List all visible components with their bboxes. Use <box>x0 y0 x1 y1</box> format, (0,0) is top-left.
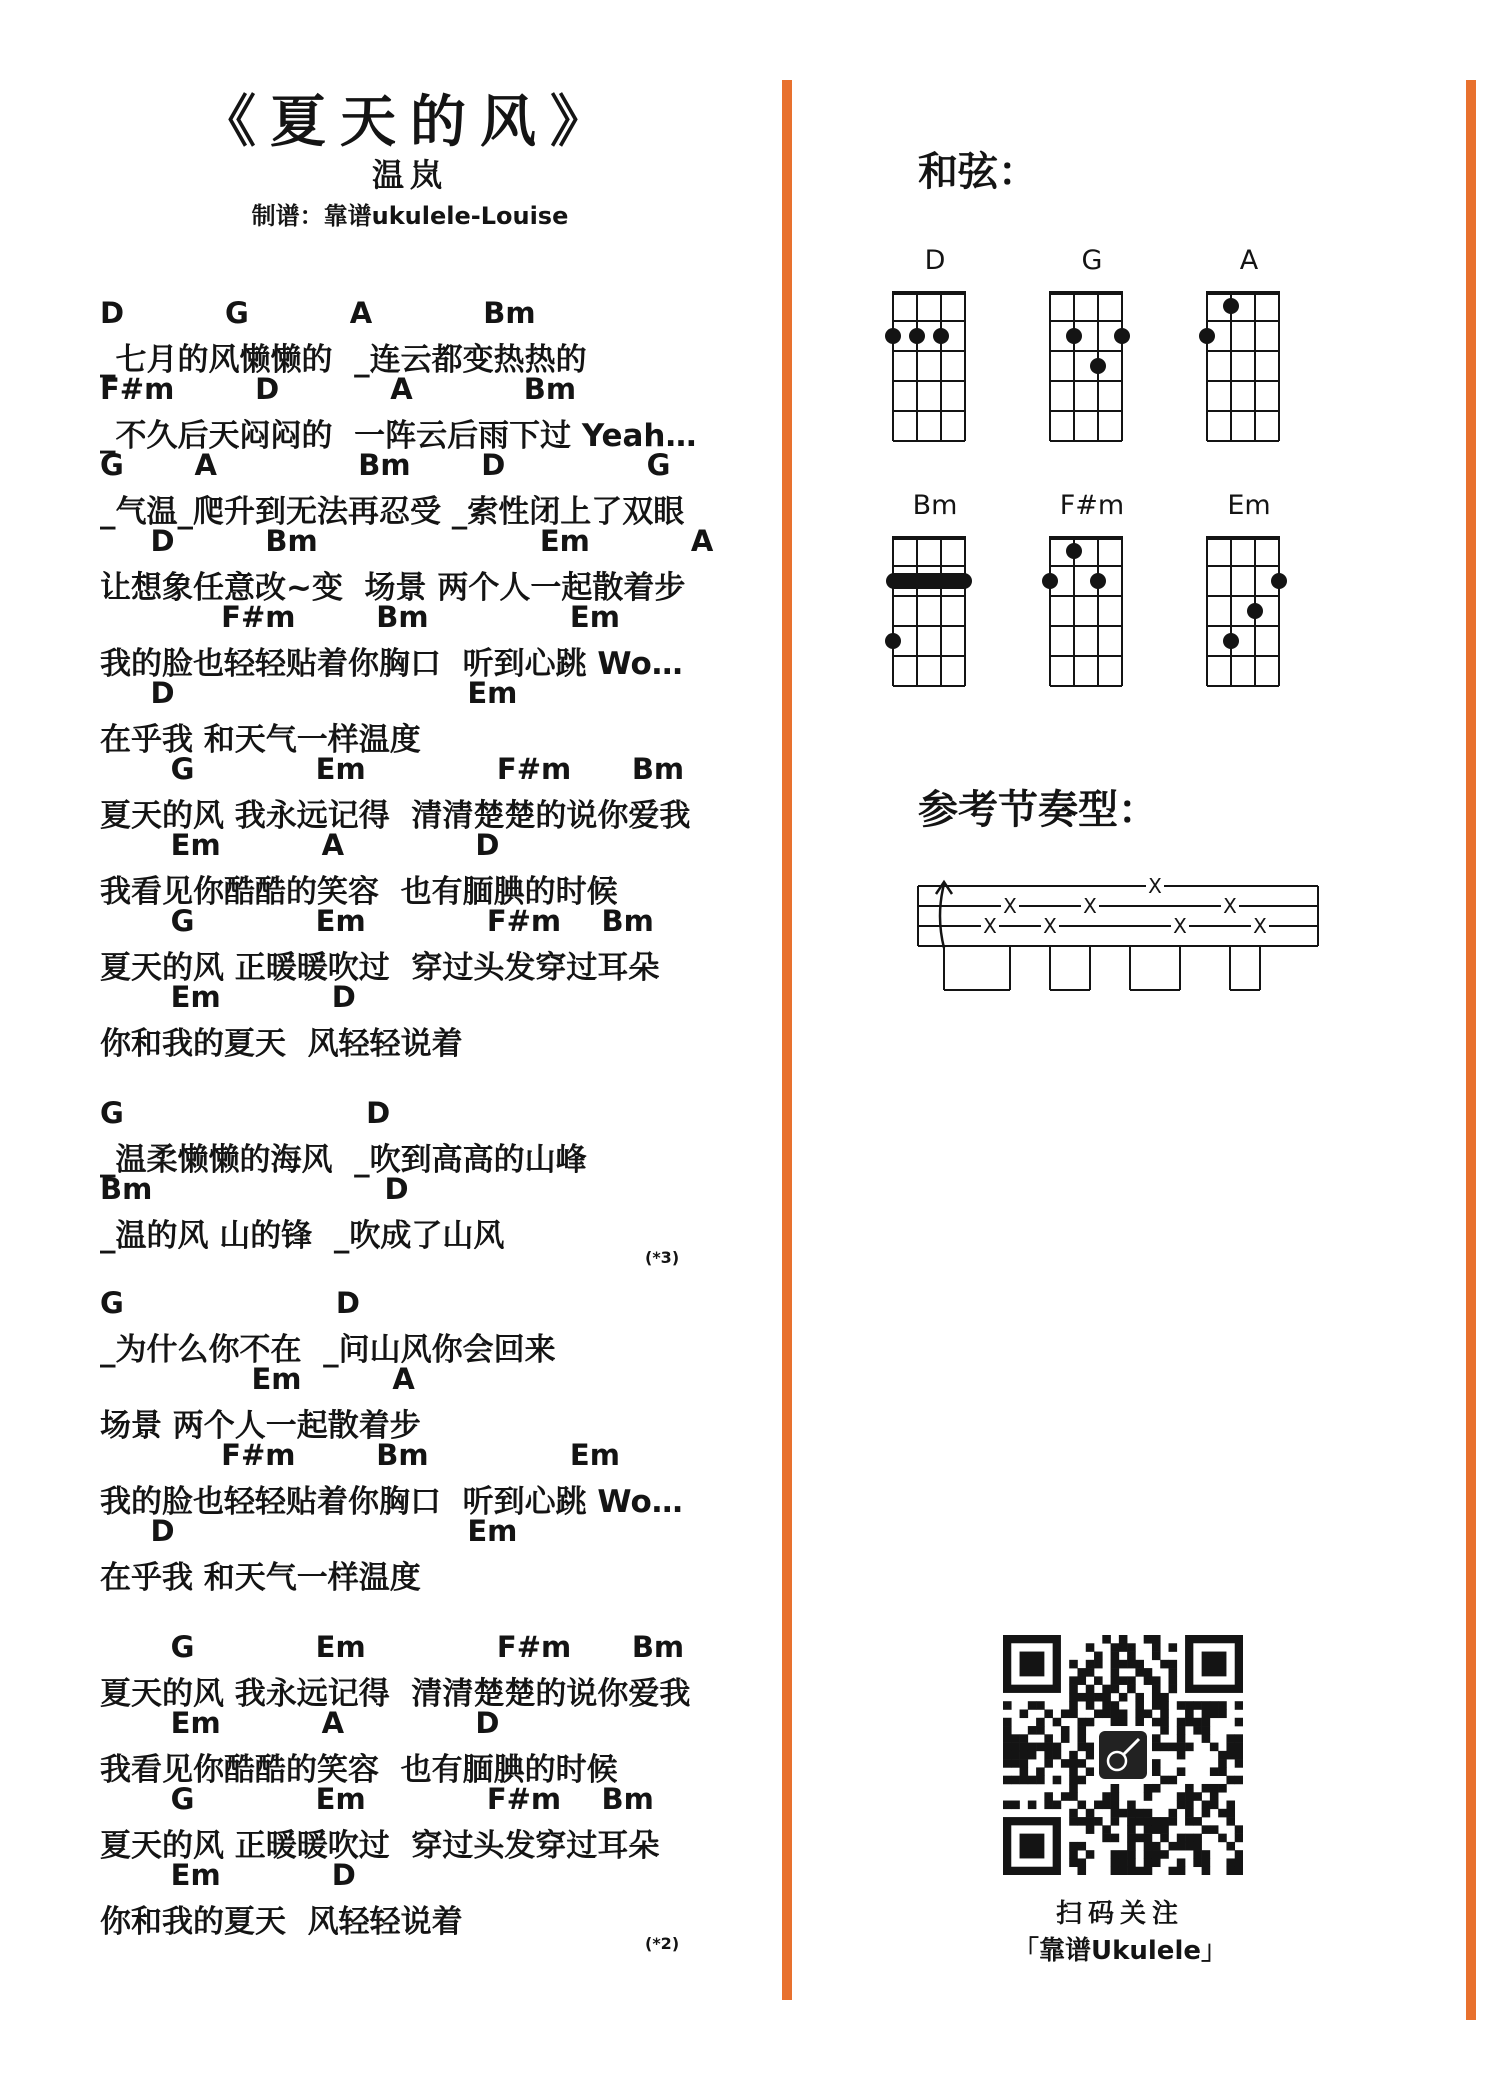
lyric-line: _气温_爬升到无法再忍受 _索性闭上了双眼 <box>100 494 685 530</box>
svg-text:X: X <box>983 914 997 938</box>
chord-line: F#m Bm Em <box>100 600 620 634</box>
artist-name: 温岚 <box>371 156 448 194</box>
lyric-line: 夏天的风 我永远记得 清清楚楚的说你爱我 <box>100 798 691 834</box>
lyric-line: _温柔懒懒的海风 _吹到高高的山峰 <box>100 1142 587 1178</box>
lyric-line: 我看见你酷酷的笑容 也有腼腆的时候 <box>100 1752 618 1788</box>
lyric-line: 你和我的夏天 风轻轻说着 <box>100 1026 463 1062</box>
chord-name: G <box>1081 245 1103 276</box>
chord-line: Em A D <box>100 1706 500 1740</box>
svg-text:X: X <box>1043 914 1057 938</box>
qr-caption-line2: 「靠谱Ukulele」 <box>1012 1936 1227 1966</box>
svg-text:X: X <box>1173 914 1187 938</box>
lyric-line: 场景 两个人一起散着步 <box>100 1408 421 1444</box>
chord-line: D Em <box>100 1514 518 1548</box>
qr-code <box>1003 1635 1243 1875</box>
chord-line: G Em F#m Bm <box>100 904 654 938</box>
chord-name: D <box>924 245 946 276</box>
chord-line: D Em <box>100 676 518 710</box>
song-title: 《夏天的风》 <box>200 90 620 155</box>
chord-line: D G A Bm <box>100 296 536 330</box>
lyric-line: 我的脸也轻轻贴着你胸口 听到心跳 Wo… <box>100 1484 683 1520</box>
chord-line: G Em F#m Bm <box>100 752 685 786</box>
chords-heading: 和弦： <box>918 149 1038 195</box>
lyric-line: 在乎我 和天气一样温度 <box>100 1560 421 1596</box>
chord-line: F#m Bm Em <box>100 1438 620 1472</box>
chord-line: Em A D <box>100 828 500 862</box>
chord-diagram-g <box>1037 283 1147 453</box>
repeat-mark: (*2) <box>645 1934 680 1953</box>
svg-text:X: X <box>1253 914 1267 938</box>
chord-diagram-em <box>1194 528 1304 698</box>
strum-pattern-diagram <box>900 860 1340 1010</box>
chord-diagram-a <box>1194 283 1304 453</box>
chord-line: G Em F#m Bm <box>100 1782 654 1816</box>
chord-diagram-bm <box>880 528 990 698</box>
chord-line: G Em F#m Bm <box>100 1630 685 1664</box>
svg-text:X: X <box>1003 894 1017 918</box>
svg-text:X: X <box>1083 894 1097 918</box>
chord-diagram-fsharpm <box>1037 528 1147 698</box>
lyric-line: 夏天的风 我永远记得 清清楚楚的说你爱我 <box>100 1676 691 1712</box>
chord-line: G A Bm D G <box>100 448 671 482</box>
chord-name: Bm <box>912 490 958 521</box>
lyric-line: _为什么你不在 _问山风你会回来 <box>100 1332 556 1368</box>
chord-line: Em A <box>100 1362 415 1396</box>
repeat-mark: (*3) <box>645 1248 680 1267</box>
chord-line: G D <box>100 1096 391 1130</box>
lyric-line: _不久后天闷闷的 一阵云后雨下过 Yeah… <box>100 418 697 454</box>
orange-divider-left <box>782 80 792 2000</box>
chord-name: A <box>1239 245 1259 276</box>
lyric-line: 夏天的风 正暖暖吹过 穿过头发穿过耳朵 <box>100 1828 660 1864</box>
lyric-line: 我看见你酷酷的笑容 也有腼腆的时候 <box>100 874 618 910</box>
chord-name: F#m <box>1059 490 1125 521</box>
chord-line: Em D <box>100 980 356 1014</box>
svg-text:X: X <box>1223 894 1237 918</box>
lyric-line: 让想象任意改~变 场景 两个人一起散着步 <box>100 570 686 606</box>
lyric-line: _温的风 山的锋 _吹成了山风 <box>100 1218 505 1254</box>
chord-line: G D <box>100 1286 360 1320</box>
orange-divider-right <box>1466 80 1476 2020</box>
lyric-line: 夏天的风 正暖暖吹过 穿过头发穿过耳朵 <box>100 950 660 986</box>
transcriber-credit: 制谱：靠谱ukulele-Louise <box>251 202 569 230</box>
chord-line: D Bm Em A <box>100 524 714 558</box>
chord-diagram-d <box>880 283 990 453</box>
chord-line: Bm D <box>100 1172 409 1206</box>
rhythm-heading: 参考节奏型： <box>918 787 1158 833</box>
lyric-line: 你和我的夏天 风轻轻说着 <box>100 1904 463 1940</box>
lyric-line: 在乎我 和天气一样温度 <box>100 722 421 758</box>
lyric-line: 我的脸也轻轻贴着你胸口 听到心跳 Wo… <box>100 646 683 682</box>
svg-text:X: X <box>1148 874 1162 898</box>
chord-line: Em D <box>100 1858 356 1892</box>
chord-line: F#m D A Bm <box>100 372 577 406</box>
qr-caption-line1: 扫码关注 <box>1055 1899 1184 1929</box>
chord-name: Em <box>1227 490 1271 521</box>
lyric-line: _七月的风懒懒的 _连云都变热热的 <box>100 342 587 378</box>
